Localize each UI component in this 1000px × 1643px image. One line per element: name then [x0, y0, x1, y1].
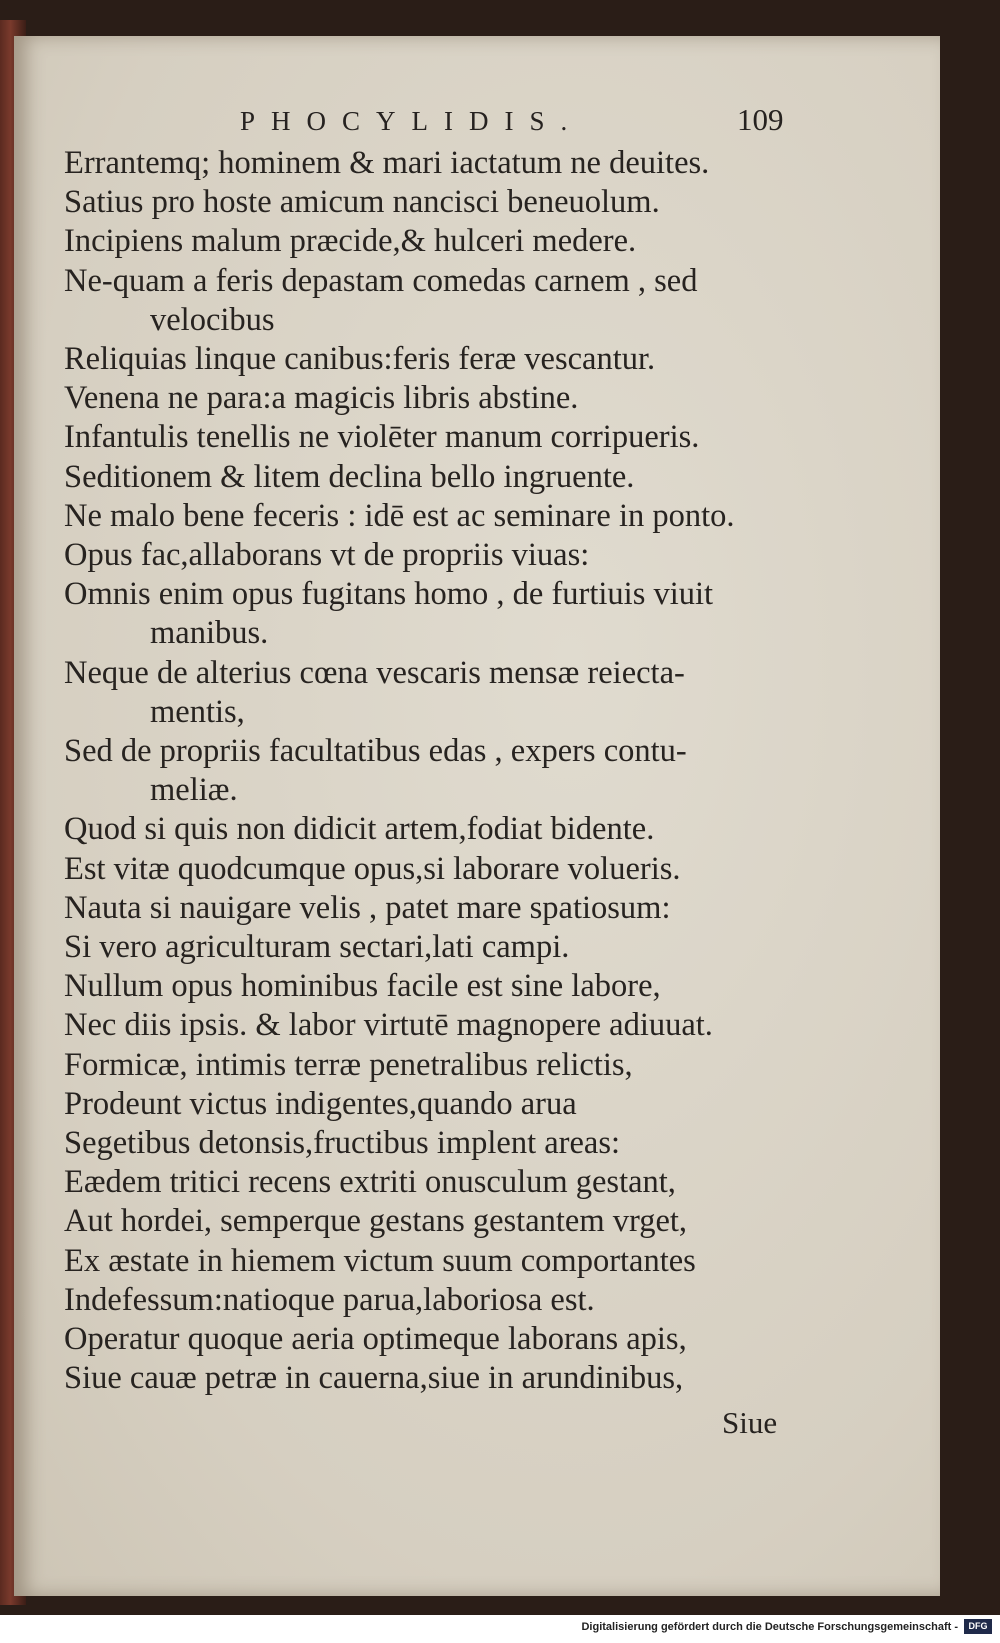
- running-head: PHOCYLIDIS.: [240, 106, 584, 136]
- text-line: Est vitæ quodcumque opus,si laborare volueris.: [64, 850, 681, 887]
- text-line: Errantemq; hominem & mari iactatum ne deuites.: [64, 145, 710, 181]
- text-line: Ne-quam a feris depastam comedas carnem , sed: [64, 262, 698, 299]
- text-line: Siue cauæ petræ in cauerna,siue in arundinibus,: [64, 1360, 684, 1397]
- text-line: Si vero agriculturam sectari,lati campi.: [64, 929, 570, 966]
- text-line: Incipiens malum præcide,& hulceri medere.: [64, 223, 637, 260]
- text-line: Omnis enim opus fugitans homo , de furtiuis viuit: [64, 576, 714, 613]
- text-block: [64, 144, 804, 1399]
- text-line: Neque de alterius cœna vescaris mensæ reiecta-: [64, 654, 685, 691]
- text-line: meliæ.: [150, 772, 238, 809]
- text-line: Infantulis tenellis ne violēter manum corripueris.: [64, 419, 700, 456]
- text-line: mentis,: [150, 693, 245, 730]
- text-line: Opus fac,allaborans vt de propriis viuas:: [64, 537, 590, 574]
- text-line: manibus.: [150, 615, 269, 652]
- text-line: Nauta si nauigare velis , patet mare spatiosum:: [64, 889, 671, 926]
- text-line: Aut hordei, semperque gestans gestantem vrget,: [64, 1203, 688, 1240]
- text-line: Quod si quis non didicit artem,fodiat bidente.: [64, 811, 655, 848]
- text-line: Reliquias linque canibus:feris feræ vescantur.: [64, 341, 656, 378]
- text-line: Satius pro hoste amicum nancisci beneuolum.: [64, 184, 660, 221]
- footer-credit: Digitalisierung gefördert durch die Deutsche Forschungsgemeinschaft -: [581, 1621, 958, 1633]
- text-line: Seditionem & litem declina bello ingruente.: [64, 458, 635, 495]
- text-line: Ex æstate in hiemem victum suum comportantes: [64, 1242, 696, 1279]
- dfg-logo: DFG: [964, 1619, 992, 1634]
- text-line: Nullum opus hominibus facile est sine labore,: [64, 968, 661, 1005]
- text-line: Segetibus detonsis,fructibus implent areas:: [64, 1125, 621, 1162]
- text-line: velocibus: [150, 301, 275, 338]
- catchword: Siue: [722, 1405, 778, 1440]
- text-line: Formicæ, intimis terræ penetralibus relictis,: [64, 1046, 633, 1083]
- text-line: Operatur quoque aeria optimeque laborans apis,: [64, 1321, 687, 1358]
- text-line: Nec diis ipsis. & labor virtutē magnopere adiuuat.: [64, 1007, 713, 1044]
- page-number: 109: [737, 102, 784, 137]
- text-line: Eædem tritici recens extriti onusculum gestant,: [64, 1164, 676, 1201]
- text-line: Indefessum:natioque parua,laboriosa est.: [64, 1281, 595, 1318]
- text-line: Prodeunt victus indigentes,quando arua: [64, 1085, 577, 1122]
- text-line: Venena ne para:a magicis libris abstine.: [64, 380, 579, 417]
- text-line: Ne malo bene feceris : idē est ac seminare in ponto.: [64, 497, 735, 534]
- text-line: Sed de propriis facultatibus edas , expers contu-: [64, 733, 687, 770]
